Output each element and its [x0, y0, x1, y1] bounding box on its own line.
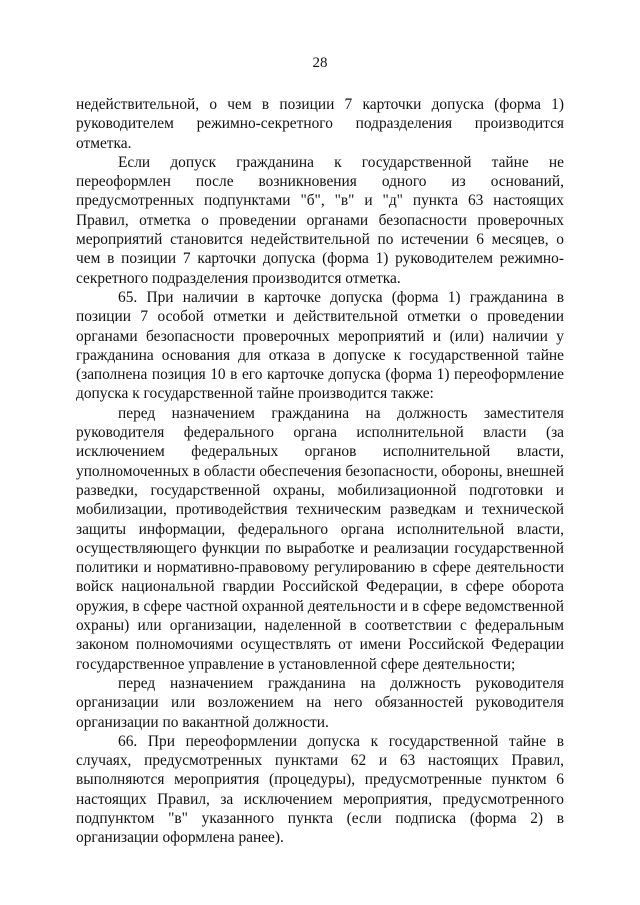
paragraph-clause-66: 66. При переоформлении допуска к государственной тайне в случаях, предусмотренных пунктами 62 и 63 настоящих Правил, выполняются мероприятия (процедуры), предусмотренные пунктом 6 настоящих Правил, за исключением мероприятия, предусмотренного подпунктом "в" указанного пункта (если подписка (форма 2) в организации оформлена ранее). — [76, 732, 564, 847]
page-number: 28 — [312, 55, 328, 71]
document-body — [76, 95, 564, 848]
paragraph-clause-65: 65. При наличии в карточке допуска (форма 1) гражданина в позиции 7 особой отметки и действительной отметки о проведении органами безопасности проверочных мероприятий и (или) наличии у гражданина основания для отказа в допуске к государственной тайне (заполнена позиция 10 в его карточке допуска (форма 1) переоформление допуска к государственной тайне производится также: — [76, 288, 564, 403]
paragraph-head-appointment: перед назначением гражданина на должность руководителя организации или возложением на него обязанностей руководителя организации по вакантной должности. — [76, 674, 564, 731]
paragraph-deputy-appointment: перед назначением гражданина на должность заместителя руководителя федерального органа исполнительной власти (за исключением федеральных органов исполнительной власти, уполномоченных в области обеспечения безопасности, обороны, внешней разведки, государственной охраны, мобилизационной подготовки и мобилизации, противодействия техническим разведкам и технической защиты информации, федерального органа исполнительной власти, осуществляющего функции по выработке и реализации государственной политики и нормативно-правовому регулированию в сфере деятельности войск национальной гвардии Российской Федерации, в сфере оборота оружия, в сфере частной охранной деятельности и в сфере ведомственной охраны) или организации, наделенной в соответствии с федеральным законом полномочиями осуществлять от имени Российской Федерации государственное управление в установленной сфере деятельности; — [76, 404, 564, 673]
paragraph-reissue-notice: Если допуск гражданина к государственной тайне не переоформлен после возникновения одного из оснований, предусмотренных подпунктами "б", "в" и "д" пункта 63 настоящих Правил, отметка о проведении органами безопасности проверочных мероприятий становится недействительной по истечении 6 месяцев, о чем в позиции 7 карточки допуска (форма 1) руководителем режимно-секретного подразделения производится отметка. — [76, 153, 564, 287]
paragraph-continuation: недействительной, о чем в позиции 7 карточки допуска (форма 1) руководителем режимно-секретного подразделения производится отметка. — [76, 96, 564, 152]
